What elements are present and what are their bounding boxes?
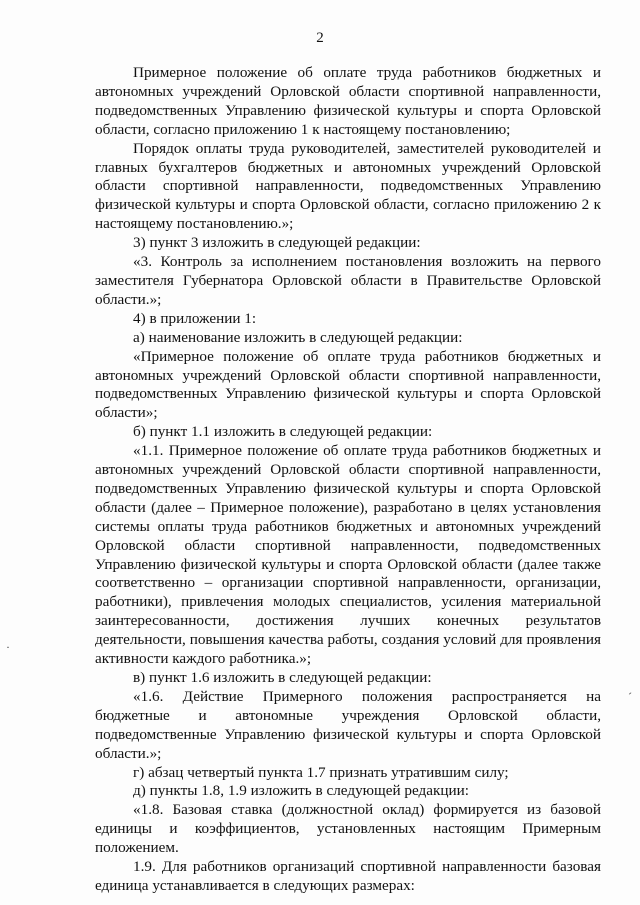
paragraph-8: б) пункт 1.1 изложить в следующей редакции:	[133, 423, 433, 441]
paragraph-15: 1.9. Для работников организаций спортивной направленности базовая единица устанавливается в следующих размерах:	[95, 858, 601, 894]
paragraph-12: г) абзац четвертый пункта 1.7 признать утратившим силу;	[133, 763, 509, 781]
paragraph-2: Порядок оплаты труда руководителей, заместителей руководителей и главных бухгалтеров бюджетных и автономных учреждений Орловской области спортивной направленности, подведомственных Управлению физической культуры и спорта Орловской области, согласно приложению 2 к настоящему постановлению.»;	[95, 139, 601, 233]
paragraph-14: «1.8. Базовая ставка (должностной оклад) формируется из базовой единицы и коэффициентов, установленных настоящим Примерным положением.	[95, 801, 601, 857]
paragraph-9: «1.1. Примерное положение об оплате труда работников бюджетных и автономных учреждений Орловской области спортивной направленности, подведомственных Управлению физической культуры и спорта Орловской области (далее – Примерное положение), разработано в целях установления системы оплаты труда работников бюджетных и автономных учреждений Орловской области спортивной направленности, подведомственных Управлению физической культуры и спорта Орловской области (далее также соответственно – организации спортивной направленности, организации, работники), привлечения молодых специалистов, усиления материальной заинтересованности, достижения лучших конечных результатов деятельности, повышения качества работы, создания условий для проявления активности каждого работника.»;	[95, 442, 601, 668]
paragraph-3: 3) пункт 3 изложить в следующей редакции:	[133, 234, 421, 252]
paragraph-7: «Примерное положение об оплате труда работников бюджетных и автономных учреждений Орловской области спортивной направленности, подведомственных Управлению физической культуры и спорта Орловской области»;	[95, 347, 601, 422]
paragraph-6: а) наименование изложить в следующей редакции:	[133, 328, 463, 346]
paragraph-10: в) пункт 1.6 изложить в следующей редакции:	[133, 669, 432, 686]
paragraph-4: «3. Контроль за исполнением постановления возложить на первого заместителя Губернатора Орловской области в Правительстве Орловской области.»;	[95, 253, 601, 308]
page-number: 2	[316, 30, 324, 46]
margin-mark-right: ˊ	[628, 690, 632, 704]
paragraph-1: Примерное положение об оплате труда работников бюджетных и автономных учреждений Орловской области спортивной направленности, подведомственных Управлению физической культуры и спорта Орловской области, согласно приложению 1 к настоящему постановлению;	[95, 64, 601, 138]
paragraph-13: д) пункты 1.8, 1.9 изложить в следующей редакции:	[133, 782, 469, 800]
paragraph-5: 4) в приложении 1:	[133, 309, 257, 327]
paragraph-11: «1.6. Действие Примерного положения распространяется на бюджетные и автономные учреждения Орловской области, подведомственные Управлению физической культуры и спорта Орловской области.»;	[95, 687, 601, 762]
document-body	[95, 64, 601, 896]
margin-mark-left: ·	[6, 640, 10, 654]
